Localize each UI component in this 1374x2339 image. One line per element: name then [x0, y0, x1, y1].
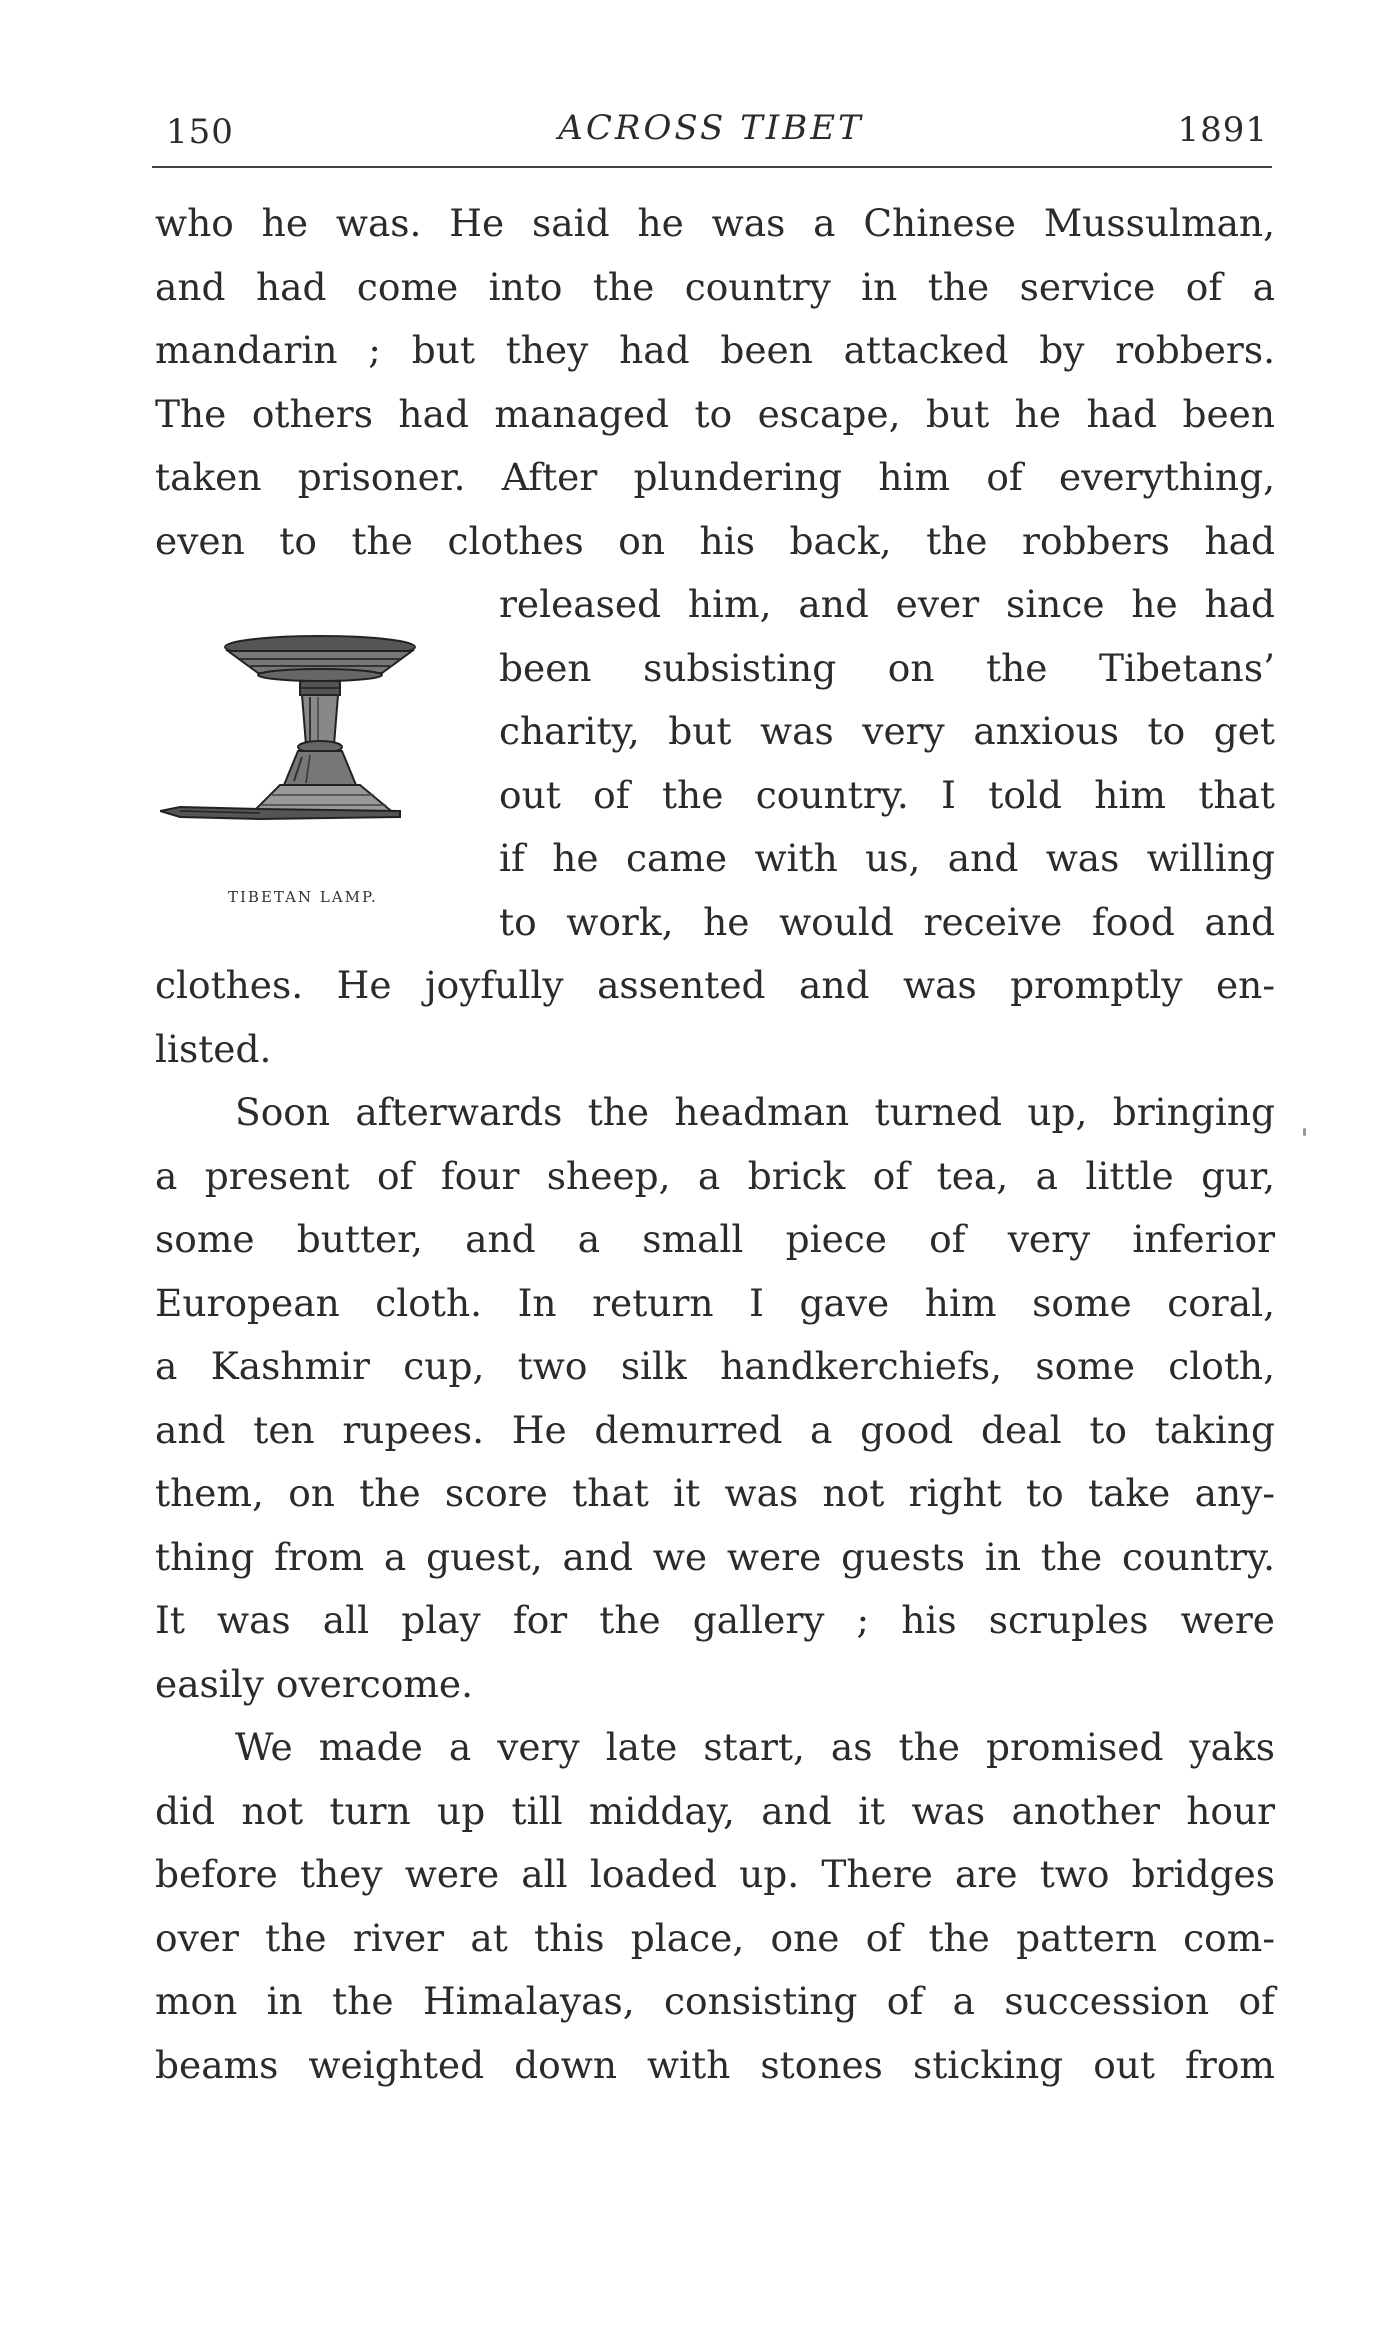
header-year: 1891: [1177, 110, 1268, 150]
text-line: if he came with us, and was willing: [499, 836, 1275, 880]
text-line: clothes. He joyfully assented and was promptly en-: [155, 963, 1275, 1007]
paragraph-start-line: Soon afterwards the headman turned up, bringing: [235, 1090, 1275, 1134]
text-line: who he was. He said he was a Chinese Mussulman,: [155, 201, 1275, 245]
header-rule: [152, 166, 1272, 168]
print-speck: [1303, 1128, 1306, 1136]
text-line: and had come into the country in the service of a: [155, 264, 1275, 309]
body-text: [155, 192, 1275, 2097]
paragraph-start-line: We made a very late start, as the promised yaks: [235, 1725, 1275, 1769]
text-line: listed.: [155, 1026, 272, 1071]
text-line: mon in the Himalayas, consisting of a succession of: [155, 1979, 1275, 2023]
page-header: [150, 108, 1272, 158]
text-line: beams weighted down with stones sticking out from: [155, 2042, 1275, 2087]
figure-caption: TIBETAN LAMP.: [228, 888, 378, 906]
text-line: did not turn up till midday, and it was another hour: [155, 1788, 1275, 1833]
text-line: charity, but was very anxious to get: [499, 709, 1275, 753]
text-line: European cloth. In return I gave him some coral,: [155, 1280, 1275, 1325]
text-line: over the river at this place, one of the pattern com-: [155, 1915, 1275, 1960]
text-line: thing from a guest, and we were guests in the country.: [155, 1534, 1275, 1579]
text-line: been subsisting on the Tibetans’: [499, 645, 1275, 690]
text-line: easily overcome.: [155, 1661, 474, 1706]
text-line: to work, he would receive food and: [499, 899, 1275, 944]
page-number: 150: [166, 112, 234, 152]
text-line: mandarin ; but they had been attacked by robbers.: [155, 328, 1275, 372]
text-line: released him, and ever since he had: [499, 582, 1275, 626]
running-title: ACROSS TIBET: [558, 108, 864, 148]
text-line: before they were all loaded up. There are two bridges: [155, 1852, 1275, 1896]
text-line: a present of four sheep, a brick of tea, a little gur,: [155, 1153, 1275, 1198]
text-line: and ten rupees. He demurred a good deal to taking: [155, 1407, 1275, 1452]
text-line: them, on the score that it was not right to take any-: [155, 1471, 1275, 1515]
text-line: It was all play for the gallery ; his scruples were: [155, 1598, 1275, 1642]
text-line: taken prisoner. After plundering him of everything,: [155, 455, 1275, 499]
text-line: The others had managed to escape, but he had been: [155, 391, 1275, 436]
text-line: out of the country. I told him that: [499, 772, 1275, 817]
text-line: some butter, and a small piece of very inferior: [155, 1217, 1275, 1261]
text-line: a Kashmir cup, two silk handkerchiefs, some cloth,: [155, 1344, 1275, 1388]
text-line: even to the clothes on his back, the robbers had: [155, 518, 1275, 563]
